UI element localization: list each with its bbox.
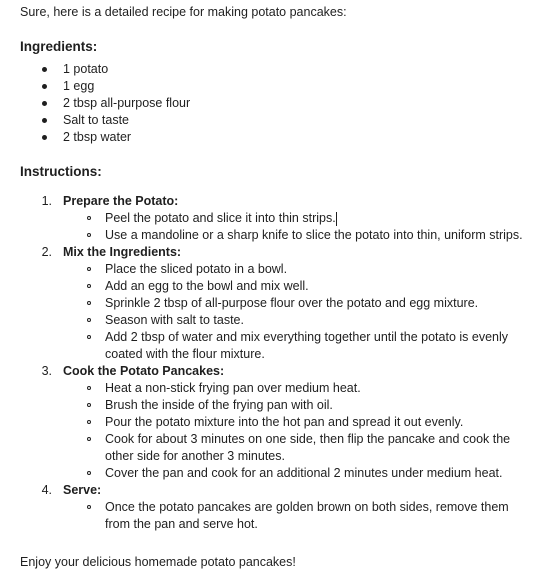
step-title: Serve: [63,483,102,497]
step-number: 1. [41,194,52,208]
step-number: 2. [41,245,52,259]
step-item-text: other side for another 3 minutes. [105,449,285,463]
circle-bullet-icon [87,284,91,288]
closing-text: Enjoy your delicious homemade potato pancakes! [20,555,296,569]
bullet-icon [42,67,47,72]
circle-bullet-icon [87,318,91,322]
text-cursor [336,212,337,226]
step-number: 4. [41,483,52,497]
step-item-text: Add 2 tbsp of water and mix everything together until the potato is evenly [105,330,509,344]
ingredient-item: 2 tbsp all-purpose flour [63,96,191,110]
step-item-text: Season with salt to taste. [105,313,244,327]
step-number: 3. [41,364,52,378]
ingredient-item: 1 egg [63,79,95,93]
bullet-icon [42,101,47,106]
step-item-text: Sprinkle 2 tbsp of all-purpose flour over the potato and egg mixture. [105,296,479,310]
ingredient-item: 1 potato [63,62,109,76]
step-item-text: Peel the potato and slice it into thin strips. [105,211,336,225]
circle-bullet-icon [87,420,91,424]
ingredients-heading: Ingredients: [20,39,98,54]
circle-bullet-icon [87,505,91,509]
step-item-text: from the pan and serve hot. [105,517,258,531]
circle-bullet-icon [87,471,91,475]
bullet-icon [42,84,47,89]
circle-bullet-icon [87,437,91,441]
ingredient-item: Salt to taste [63,113,130,127]
step-title: Prepare the Potato: [63,194,179,208]
step-item-text: Add an egg to the bowl and mix well. [105,279,309,293]
step-item-text: Cook for about 3 minutes on one side, then flip the pancake and cook the [105,432,511,446]
step-item-text: coated with the flour mixture. [105,347,265,361]
step-item-text: Use a mandoline or a sharp knife to slice the potato into thin, uniform strips. [105,228,523,242]
step-item-text: Place the sliced potato in a bowl. [105,262,288,276]
step-item-text: Pour the potato mixture into the hot pan and spread it out evenly. [105,415,464,429]
step-item-text: Heat a non-stick frying pan over medium heat. [105,381,361,395]
step-item-text: Brush the inside of the frying pan with oil. [105,398,333,412]
instructions-heading: Instructions: [20,164,102,179]
bullet-icon [42,135,47,140]
intro-text: Sure, here is a detailed recipe for making potato pancakes: [20,5,347,19]
step-title: Cook the Potato Pancakes: [63,364,225,378]
circle-bullet-icon [87,233,91,237]
circle-bullet-icon [87,386,91,390]
circle-bullet-icon [87,216,91,220]
circle-bullet-icon [87,301,91,305]
ingredient-item: 2 tbsp water [63,130,132,144]
bullet-icon [42,118,47,123]
circle-bullet-icon [87,335,91,339]
step-item-text: Cover the pan and cook for an additional 2 minutes under medium heat. [105,466,503,480]
step-item-text: Once the potato pancakes are golden brown on both sides, remove them [105,500,509,514]
step-title: Mix the Ingredients: [63,245,182,259]
circle-bullet-icon [87,267,91,271]
circle-bullet-icon [87,403,91,407]
